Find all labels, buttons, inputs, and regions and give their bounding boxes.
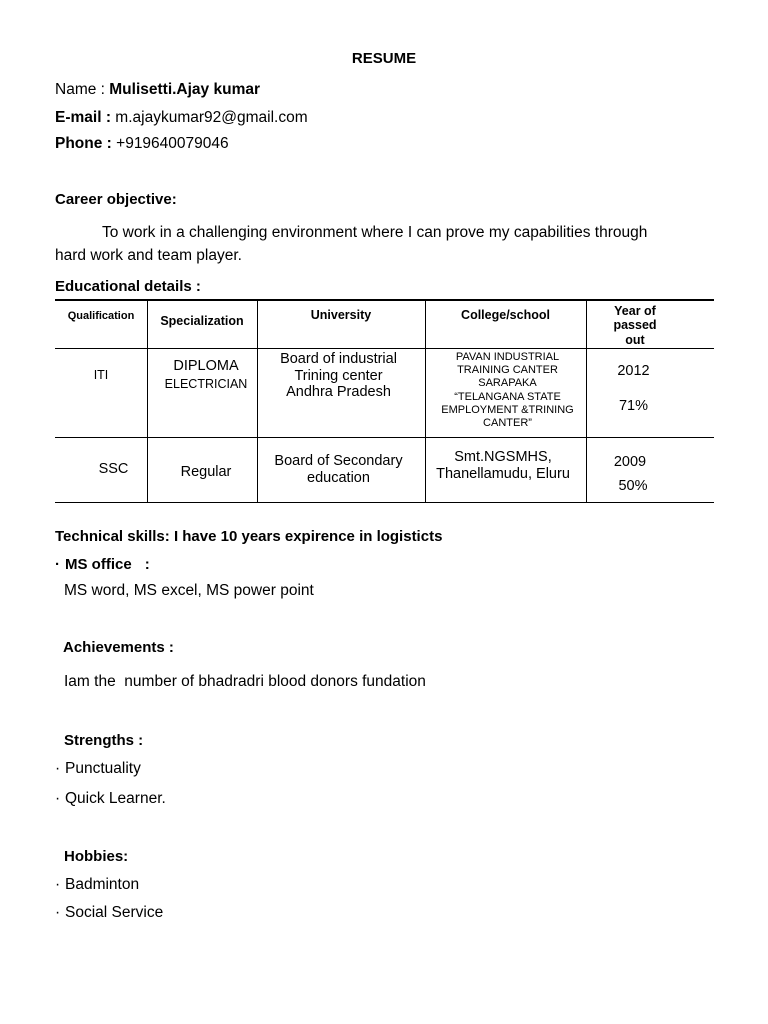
strength-item xyxy=(55,760,141,778)
career-heading: Career objective: xyxy=(55,191,177,208)
header-year-line: Year of xyxy=(614,304,656,318)
university-line: Board of industrial xyxy=(280,351,397,367)
achievements-heading: Achievements : xyxy=(63,639,174,656)
table-row-border xyxy=(55,437,714,438)
phone-value: +919640079046 xyxy=(116,135,229,152)
row-ssc-specialization: Regular xyxy=(180,464,232,480)
strength-label: Punctuality xyxy=(65,760,141,777)
strengths-heading: Strengths : xyxy=(64,732,144,749)
bullet-icon: · xyxy=(55,760,61,777)
row-ssc-college xyxy=(425,449,581,482)
bullet-icon: · xyxy=(55,876,61,893)
table-bottom-border xyxy=(55,502,714,503)
ms-office-line xyxy=(55,556,150,573)
technical-heading: Technical skills: I have 10 years expirence in logisticts xyxy=(55,528,443,545)
row-iti-college xyxy=(425,351,590,430)
table-top-border xyxy=(55,299,714,301)
hobby-item xyxy=(55,876,139,894)
header-year xyxy=(586,304,684,347)
row-ssc-percent: 50% xyxy=(618,478,648,494)
university-line: Trining center xyxy=(294,367,383,384)
university-line: education xyxy=(307,469,370,486)
college-line: “TELANGANA STATE xyxy=(454,390,561,403)
ms-office-items: MS word, MS excel, MS power point xyxy=(64,582,314,599)
name-label: Name : xyxy=(55,81,110,98)
college-line: PAVAN INDUSTRIAL xyxy=(455,351,560,363)
row-iti-year: 2012 xyxy=(617,363,650,379)
row-iti-university xyxy=(257,351,420,401)
spec-line: ELECTRICIAN xyxy=(164,376,248,391)
college-line: EMPLOYMENT &TRINING xyxy=(441,403,574,416)
university-line: Andhra Pradesh xyxy=(286,384,391,401)
bullet-icon: · xyxy=(55,790,61,807)
header-qualification: Qualification xyxy=(67,310,135,322)
college-line: CANTER” xyxy=(483,417,532,430)
row-ssc-university xyxy=(257,453,420,486)
header-year-line: out xyxy=(625,332,645,347)
table-header-border xyxy=(55,348,714,349)
email-value: m.ajaykumar92@gmail.com xyxy=(115,109,308,126)
ms-office-colon: : xyxy=(144,556,150,573)
phone-label: Phone : xyxy=(55,135,117,152)
row-iti-percent: 71% xyxy=(618,398,649,414)
hobbies-heading: Hobbies: xyxy=(64,848,129,865)
university-line: Board of Secondary xyxy=(274,453,403,469)
row-iti-specialization xyxy=(147,358,265,391)
header-university: University xyxy=(310,308,372,322)
ms-office-label: MS office xyxy=(65,556,132,573)
bullet-icon: · xyxy=(55,556,60,573)
spec-line: DIPLOMA xyxy=(173,358,239,374)
strength-item xyxy=(55,790,166,808)
name-value: Mulisetti.Ajay kumar xyxy=(109,81,261,98)
college-line: TRAINING CANTER xyxy=(457,364,558,377)
career-text: To work in a challenging environment where I can prove my capabilities through hard work and team player. xyxy=(55,224,648,264)
resume-title: RESUME xyxy=(351,50,417,67)
row-ssc-qualification: SSC xyxy=(98,461,129,477)
name-line xyxy=(55,81,260,99)
email-line xyxy=(55,109,308,127)
college-line: Smt.NGSMHS, xyxy=(454,449,552,465)
header-year-line: passed xyxy=(613,318,657,333)
bullet-icon: · xyxy=(55,904,61,921)
header-specialization: Specialization xyxy=(160,314,244,328)
hobby-label: Social Service xyxy=(65,904,164,921)
hobby-item xyxy=(55,904,163,922)
career-text-block xyxy=(55,221,655,267)
college-line: SARAPAKA xyxy=(478,377,537,390)
college-line: Thanellamudu, Eluru xyxy=(436,465,570,482)
education-heading: Educational details : xyxy=(55,278,201,295)
row-ssc-year: 2009 xyxy=(613,454,647,470)
hobby-label: Badminton xyxy=(65,876,140,893)
row-iti-qualification: ITI xyxy=(93,368,109,382)
email-label: E-mail : xyxy=(55,109,116,126)
achievements-text: Iam the number of bhadradri blood donors fundation xyxy=(64,673,426,690)
header-college: College/school xyxy=(461,308,550,322)
phone-line xyxy=(55,135,229,153)
strength-label: Quick Learner. xyxy=(65,790,166,807)
